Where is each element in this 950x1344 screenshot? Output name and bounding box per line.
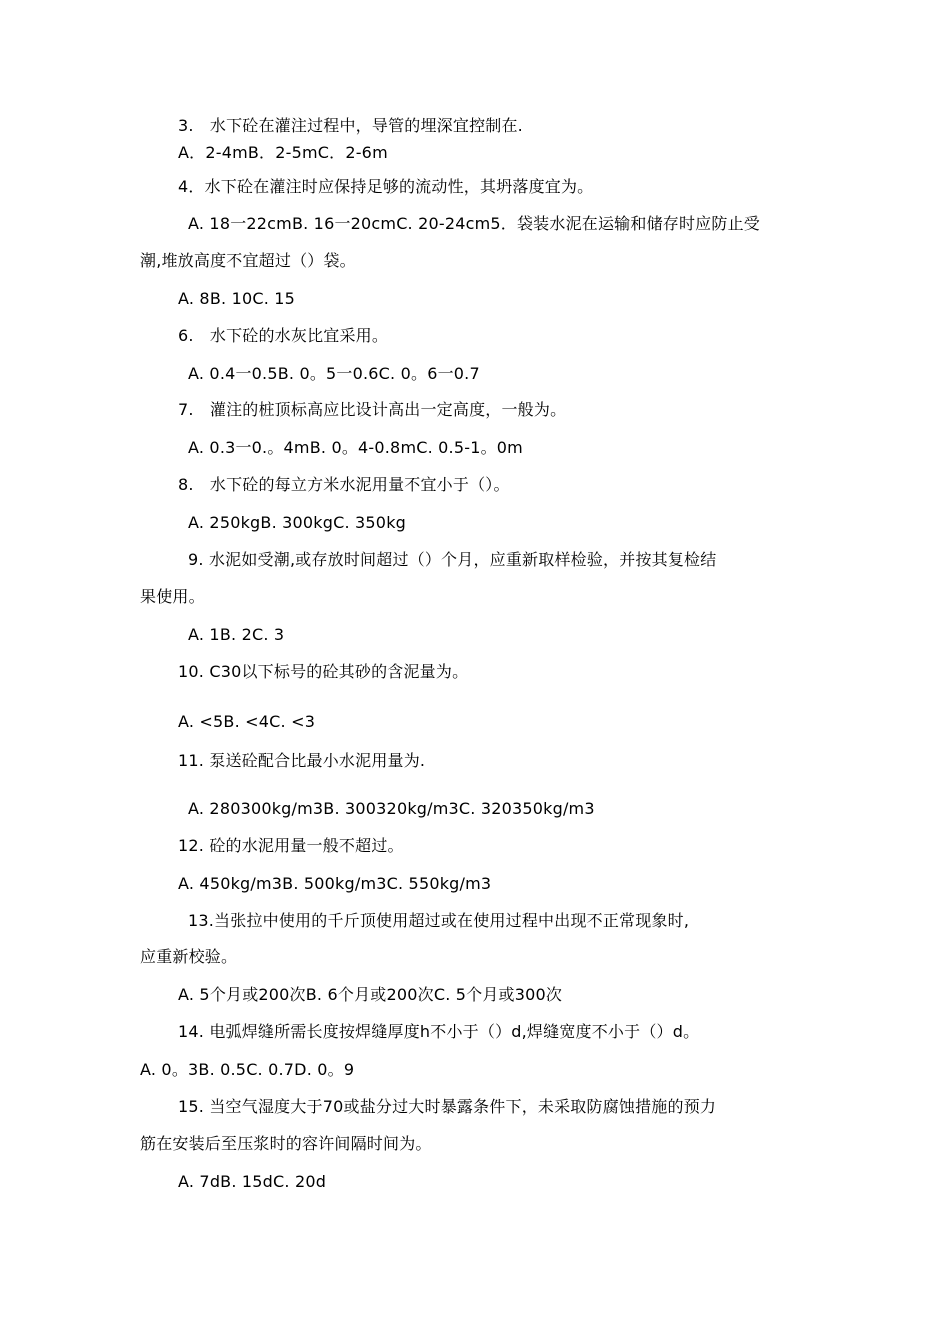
question-6: 6. 水下砼的水灰比宜采用。 <box>178 326 389 345</box>
question-11: 11. 泵送砼配合比最小水泥用量为. <box>178 751 426 770</box>
question-9: 9. 水泥如受潮,或存放时间超过（）个月，应重新取样检验，并按其复检结 <box>188 550 717 569</box>
question-8-options: A. 250kgB. 300kgC. 350kg <box>188 513 407 532</box>
question-10: 10. C30以下标号的砼其砂的含泥量为。 <box>178 662 469 681</box>
question-13-continued: 应重新校验。 <box>140 947 238 966</box>
question-4-options-question-5: A. 18一22cmB. 16一20cmC. 20-24cm5．袋装水泥在运输和储存时应防止受 <box>188 214 760 233</box>
question-9-continued: 果使用。 <box>140 587 205 606</box>
question-12: 12. 砼的水泥用量一般不超过。 <box>178 836 404 855</box>
question-13: 13.当张拉中使用的千斤顶使用超过或在使用过程中出现不正常现象时, <box>188 911 690 930</box>
question-8: 8. 水下砼的每立方米水泥用量不宜小于（）。 <box>178 475 510 494</box>
question-9-options: A. 1B. 2C. 3 <box>188 625 285 644</box>
question-6-options: A. 0.4一0.5B. 0。5一0.6C. 0。6一0.7 <box>188 364 480 383</box>
question-3-options: A．2-4mB．2-5mC．2-6m <box>178 143 388 162</box>
question-11-options: A. 280300kg/m3B. 300320kg/m3C. 320350kg/m3 <box>188 799 595 818</box>
question-5-continued: 潮,堆放高度不宜超过（）袋。 <box>140 251 356 270</box>
question-15-options: A. 7dB. 15dC. 20d <box>178 1172 327 1191</box>
question-14: 14. 电弧焊缝所需长度按焊缝厚度h不小于（）d,焊缝宽度不小于（）d。 <box>178 1022 700 1041</box>
question-7: 7. 灌注的桩顶标高应比设计高出一定高度，一般为。 <box>178 400 567 419</box>
question-15-continued: 筋在安装后至压浆时的容许间隔时间为。 <box>140 1134 432 1153</box>
question-7-options: A. 0.3一0.。4mB. 0。4-0.8mC. 0.5-1。0m <box>188 438 523 457</box>
question-12-options: A. 450kg/m3B. 500kg/m3C. 550kg/m3 <box>178 874 492 893</box>
question-4: 4．水下砼在灌注时应保持足够的流动性，其坍落度宜为。 <box>178 177 594 196</box>
question-13-options: A. 5个月或200次B. 6个月或200次C. 5个月或300次 <box>178 985 563 1004</box>
question-15: 15. 当空气湿度大于70或盐分过大时暴露条件下，未采取防腐蚀措施的预力 <box>178 1097 717 1116</box>
question-5-options: A. 8B. 10C. 15 <box>178 289 296 308</box>
question-10-options: A. <5B. <4C. <3 <box>178 712 316 731</box>
question-14-options: A. 0。3B. 0.5C. 0.7D. 0。9 <box>140 1060 355 1079</box>
question-3: 3. 水下砼在灌注过程中，导管的埋深宜控制在. <box>178 116 523 135</box>
